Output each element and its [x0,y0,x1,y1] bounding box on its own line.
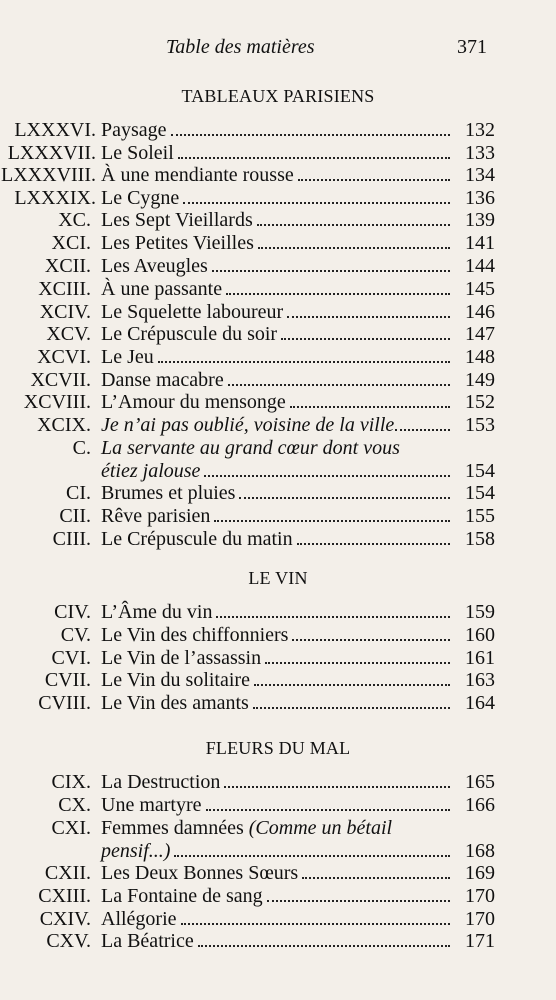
entry-page: 147 [465,323,495,345]
entry-title: Je n’ai pas oublié, voisine de la ville [101,414,395,436]
toc-entry[interactable] [0,119,556,142]
dot-leader [226,293,450,295]
toc-entry[interactable] [0,930,556,953]
entry-number: XCIV. [39,301,91,323]
dot-leader [212,270,450,272]
toc-entry[interactable] [0,771,556,794]
dot-leader [214,520,450,522]
dot-leader [224,786,450,788]
section-heading-le-vin: LE VIN [248,568,308,588]
toc-entry[interactable] [0,647,556,670]
entry-number: XCVIII. [23,391,91,413]
toc-entry[interactable] [0,528,556,551]
dot-leader [292,639,450,641]
entry-page: 166 [465,794,495,816]
entry-title: La Fontaine de sang [101,885,263,907]
entry-number: XCVII. [30,369,91,391]
entry-title-continued: étiez jalouse [101,460,201,482]
entry-title: Allégorie [101,908,177,930]
toc-entry[interactable] [0,908,556,931]
entry-number: C. [72,437,91,459]
entry-page: 148 [465,346,495,368]
toc-entry[interactable] [0,505,556,528]
toc-entry[interactable] [0,209,556,232]
section-heading-tableaux-parisiens: TABLEAUX PARISIENS [181,86,375,106]
toc-entry[interactable] [0,624,556,647]
dot-leader [287,316,450,318]
dot-leader [198,945,450,947]
dot-leader [216,616,450,618]
entry-title: Les Sept Vieillards [101,209,253,231]
entry-page: 152 [465,391,495,413]
toc-entry[interactable] [0,817,556,840]
entry-title: Le Vin du solitaire [101,669,250,691]
entry-page: 163 [465,669,495,691]
entry-page: 154 [465,482,495,504]
entry-number: CII. [59,505,91,527]
page-header [0,36,556,60]
dot-leader [265,662,450,664]
entry-page: 132 [465,119,495,141]
dot-leader [290,406,450,408]
entry-number: XCII. [44,255,91,277]
entry-number: CIV. [54,601,91,623]
entry-page: 164 [465,692,495,714]
dot-leader [254,684,450,686]
toc-entry[interactable] [0,862,556,885]
entry-title: Les Aveugles [101,255,208,277]
entry-title: Le Vin des amants [101,692,249,714]
toc-entry[interactable] [0,669,556,692]
toc-entry[interactable] [0,885,556,908]
entry-page: 161 [465,647,495,669]
dot-leader [174,855,450,857]
entry-page: 155 [465,505,495,527]
toc-entry[interactable] [0,232,556,255]
toc-entry[interactable] [0,692,556,715]
entry-page: 153 [465,414,495,436]
entry-page: 149 [465,369,495,391]
dot-leader [281,338,450,340]
dot-leader [302,877,450,879]
entry-page: 141 [465,232,495,254]
entry-number: XCVI. [37,346,91,368]
entry-page: 170 [465,885,495,907]
entry-title: Les Deux Bonnes Sœurs [101,862,299,884]
entry-page: 133 [465,142,495,164]
entry-title: Le Crépuscule du matin [101,528,293,550]
entry-number: LXXXIX. [14,187,96,209]
toc-entry[interactable] [0,437,556,460]
entry-title-italic-part: (Comme un bétail [248,817,393,839]
entry-title: Danse macabre [101,369,224,391]
dot-leader [267,900,450,902]
dot-leader [204,475,450,477]
entry-title: Le Vin des chiffonniers [101,624,289,646]
toc-entry[interactable] [0,255,556,278]
entry-number: CXIII. [38,885,91,907]
entry-title: La Destruction [101,771,221,793]
dot-leader [183,202,450,204]
toc-entry[interactable] [0,142,556,165]
toc-entry[interactable] [0,187,556,210]
entry-title: L’Âme du vin [101,601,213,623]
dot-leader [178,157,450,159]
entry-title: Une martyre [101,794,202,816]
toc-entry[interactable] [0,346,556,369]
entry-title: Les Petites Vieilles [101,232,254,254]
entry-title: Femmes damnées (Comme un bétail [101,817,393,839]
entry-title-continued: pensif...) [101,840,171,862]
toc-entry[interactable] [0,278,556,301]
dot-leader [395,429,450,431]
toc-entry-continuation[interactable] [0,460,556,483]
toc-entry[interactable] [0,601,556,624]
toc-entry[interactable] [0,164,556,187]
entry-number: CX. [58,794,91,816]
entry-title: La servante au grand cœur dont vous [101,437,400,459]
toc-entry[interactable] [0,414,556,437]
toc-entry[interactable] [0,391,556,414]
entry-title: Le Cygne [101,187,180,209]
entry-number: CXV. [46,930,91,952]
entry-number: CIII. [52,528,91,550]
dot-leader [181,923,450,925]
entry-page: 159 [465,601,495,623]
entry-page: 145 [465,278,495,300]
entry-page: 136 [465,187,495,209]
dot-leader [257,224,450,226]
entry-number: CVI. [51,647,91,669]
entry-number: XCIII. [38,278,91,300]
entry-page: 160 [465,624,495,646]
entry-title: Paysage [101,119,167,141]
entry-page: 165 [465,771,495,793]
dot-leader [258,247,450,249]
entry-number: XC. [58,209,91,231]
dot-leader [228,384,450,386]
entry-number: CXII. [44,862,91,884]
entry-title: Rêve parisien [101,505,211,527]
dot-leader [298,179,450,181]
entry-number: CVIII. [38,692,91,714]
dot-leader [297,543,450,545]
entry-page: 154 [465,460,495,482]
entry-page: 171 [465,930,495,952]
entry-number: CIX. [51,771,91,793]
toc-entry[interactable] [0,323,556,346]
dot-leader [206,809,450,811]
dot-leader [253,707,450,709]
entry-page: 169 [465,862,495,884]
entry-number: CI. [66,482,91,504]
entry-page: 168 [465,840,495,862]
entry-page: 139 [465,209,495,231]
toc-entry[interactable] [0,482,556,505]
entry-number: LXXXVI. [14,119,96,141]
entry-page: 170 [465,908,495,930]
entry-title: Le Squelette laboureur [101,301,284,323]
entry-number: LXXXVII. [7,142,96,164]
running-title: Table des matières [166,36,315,58]
toc-entry[interactable] [0,369,556,392]
entry-number: XCV. [46,323,91,345]
entry-number: XCIX. [37,414,91,436]
entry-title: Le Vin de l’assassin [101,647,262,669]
dot-leader [171,134,450,136]
entry-number: CXIV. [39,908,91,930]
entry-title: Brumes et pluies [101,482,236,504]
entry-title: L’Amour du mensonge [101,391,286,413]
entry-title: À une mendiante rousse [101,164,294,186]
toc-entry[interactable] [0,301,556,324]
entry-title: Le Soleil [101,142,174,164]
entry-number: CV. [60,624,91,646]
entry-page: 146 [465,301,495,323]
entry-title: Le Jeu [101,346,154,368]
entry-number: CVII. [44,669,91,691]
entry-title: À une passante [101,278,223,300]
entry-page: 158 [465,528,495,550]
dot-leader [239,497,450,499]
page-number: 371 [457,36,487,58]
entry-title: Le Crépuscule du soir [101,323,278,345]
entry-number: XCI. [51,232,91,254]
toc-entry[interactable] [0,794,556,817]
entry-number: CXI. [51,817,91,839]
toc-entry-continuation[interactable] [0,840,556,863]
section-heading-fleurs-du-mal: FLEURS DU MAL [205,738,351,758]
entry-title: La Béatrice [101,930,194,952]
entry-page: 144 [465,255,495,277]
entry-number: LXXXVIII. [1,164,96,186]
dot-leader [158,361,450,363]
entry-page: 134 [465,164,495,186]
